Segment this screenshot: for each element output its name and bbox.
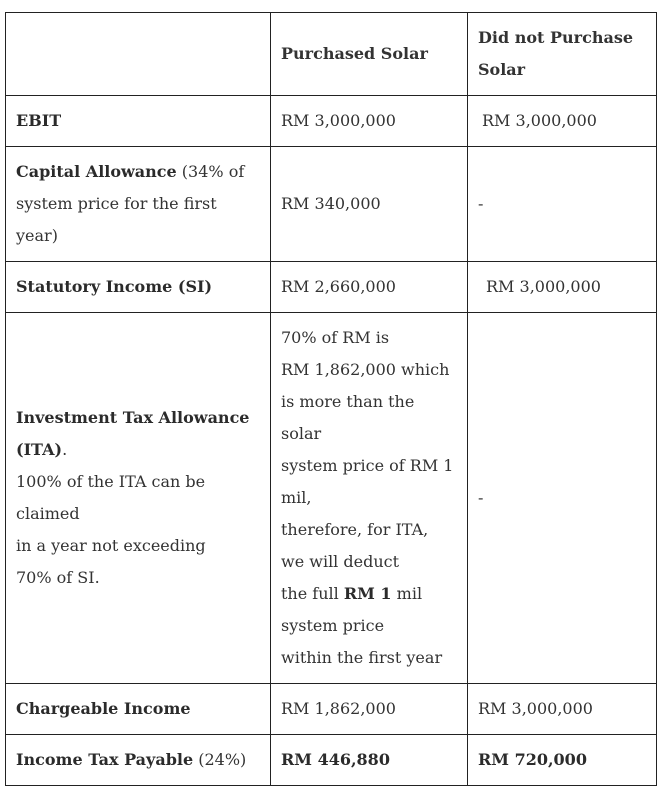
table-row-ita bbox=[6, 313, 657, 684]
statutory-income-not-purchased-value: RM 3,000,000 bbox=[468, 262, 657, 313]
income-tax-rate: (24%) bbox=[193, 750, 247, 769]
ita-desc-line2: claimed bbox=[16, 504, 80, 523]
ita-title-line2: (ITA) bbox=[16, 440, 63, 459]
row-label-statutory-income: Statutory Income (SI) bbox=[6, 262, 271, 313]
header-purchased-label: Purchased Solar bbox=[281, 44, 428, 63]
ita-expl-line7: therefore, for ITA, bbox=[281, 520, 429, 539]
row-label-income-tax bbox=[6, 735, 271, 786]
ita-expl-line1: 70% of RM is bbox=[281, 328, 390, 347]
ita-desc-line4: 70% of SI. bbox=[16, 568, 100, 587]
chargeable-income-purchased-value: RM 1,862,000 bbox=[271, 684, 468, 735]
ita-not-purchased-value: - bbox=[468, 313, 657, 684]
ita-expl-full-bold: RM 1 bbox=[343, 584, 392, 603]
ita-desc-line1: 100% of the ITA can be bbox=[16, 472, 206, 491]
table-row-capital-allowance bbox=[6, 147, 657, 262]
ita-title-line1: Investment Tax Allowance bbox=[16, 408, 250, 427]
ita-title-dot: . bbox=[62, 440, 68, 459]
header-not-purchased-solar bbox=[468, 13, 657, 96]
capital-allowance-line3: year) bbox=[16, 226, 58, 245]
table-row-statutory-income bbox=[6, 262, 657, 313]
tax-comparison-table bbox=[5, 12, 657, 786]
header-not-purchased-line1: Did not Purchase bbox=[478, 28, 633, 47]
header-row bbox=[6, 13, 657, 96]
row-label-chargeable-income: Chargeable Income bbox=[6, 684, 271, 735]
capital-allowance-not-purchased-value: - bbox=[468, 147, 657, 262]
capital-allowance-purchased-value: RM 340,000 bbox=[271, 147, 468, 262]
ebit-not-purchased-value: RM 3,000,000 bbox=[468, 96, 657, 147]
ita-expl-line3: is more than the bbox=[281, 392, 415, 411]
capital-allowance-line2: system price for the first bbox=[16, 194, 217, 213]
ita-expl-line2: RM 1,862,000 which bbox=[281, 360, 450, 379]
row-label-capital-allowance bbox=[6, 147, 271, 262]
ita-expl-full-pre: the full bbox=[281, 584, 344, 603]
ita-expl-line6: mil, bbox=[281, 488, 312, 507]
statutory-income-purchased-value: RM 2,660,000 bbox=[271, 262, 468, 313]
row-label-ita bbox=[6, 313, 271, 684]
table-row-income-tax bbox=[6, 735, 657, 786]
table-row-ebit bbox=[6, 96, 657, 147]
ita-expl-line8: we will deduct bbox=[281, 552, 400, 571]
header-purchased-solar bbox=[271, 13, 468, 96]
chargeable-income-not-purchased-value: RM 3,000,000 bbox=[468, 684, 657, 735]
ita-desc-line3: in a year not exceeding bbox=[16, 536, 206, 555]
ita-purchased-explanation bbox=[271, 313, 468, 684]
header-not-purchased-line2: Solar bbox=[478, 60, 526, 79]
income-tax-title: Income Tax Payable bbox=[16, 750, 194, 769]
ita-expl-full-post: mil bbox=[391, 584, 423, 603]
row-label-ebit: EBIT bbox=[6, 96, 271, 147]
capital-allowance-title: Capital Allowance bbox=[16, 162, 177, 181]
income-tax-purchased-value: RM 446,880 bbox=[271, 735, 468, 786]
ita-expl-line5: system price of RM 1 bbox=[281, 456, 454, 475]
ita-expl-line11: within the first year bbox=[281, 648, 443, 667]
income-tax-not-purchased-value: RM 720,000 bbox=[468, 735, 657, 786]
capital-allowance-percent: (34% of bbox=[176, 162, 245, 181]
header-empty-cell bbox=[6, 13, 271, 96]
ita-expl-line10: system price bbox=[281, 616, 385, 635]
ita-expl-line4: solar bbox=[281, 424, 322, 443]
table-row-chargeable-income bbox=[6, 684, 657, 735]
ebit-purchased-value: RM 3,000,000 bbox=[271, 96, 468, 147]
